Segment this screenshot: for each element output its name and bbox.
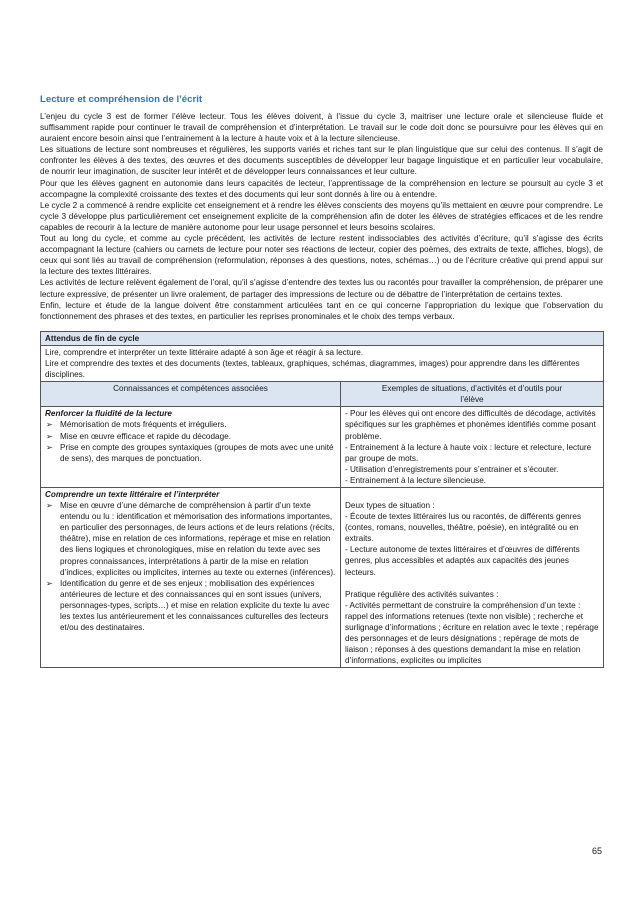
col2-header-line: Exemples de situations, d’activités et d’outils pour bbox=[381, 384, 563, 394]
example-line: - Entrainement à la lecture silencieuse. bbox=[345, 475, 487, 485]
paragraph: Le cycle 2 a commencé à rendre explicite cet enseignement et à rendre les élèves conscients des moyens qu’ils mettaient en œuvre pour comprendre. Le cycle 3 développe plus particulièrement cet enseignement explicite de la compréhension afin de doter les élèves de stratégies efficaces et de les rendre capables de recourir à la lecture de manière autonome pour leur usage personnel et leurs besoins scolaires. bbox=[40, 200, 603, 232]
row-subtitle: Renforcer la fluidité de la lecture bbox=[45, 409, 172, 419]
attendus-title: Attendus de fin de cycle bbox=[41, 331, 604, 345]
attendus-header-row bbox=[41, 331, 604, 345]
arrow-bullet-icon: ➢ bbox=[46, 442, 53, 452]
table-row bbox=[41, 407, 604, 488]
attendus-row bbox=[41, 345, 604, 381]
page-number: 65 bbox=[591, 846, 602, 856]
competence-list bbox=[45, 500, 336, 633]
row-subtitle: Comprendre un texte littéraire et l’interpréter bbox=[45, 490, 220, 499]
list-item: ➢ Identification du genre et de ses enjeux ; mobilisation des expériences antérieures de lecture et des connaissances qui en sont issues (univers, personnages-types, scripts…) et mise en relation explicite du texte lu avec les textes lus antérieurement et les connaissances culturelles des lecteurs et/ou des destinataires. bbox=[46, 578, 330, 633]
list-item: ➢ Mise en œuvre efficace et rapide du décodage. bbox=[46, 431, 231, 441]
examples-heading: Pratique régulière des activités suivantes : bbox=[345, 589, 499, 599]
arrow-bullet-icon: ➢ bbox=[46, 501, 53, 511]
paragraph: Les situations de lecture sont nombreuses et régulières, les supports variés et riches tant sur le plan linguistique que sur celui des contenus. Il s’agit de confronter les élèves à des textes, des œuvres et des documents susceptibles de développer leur bagage linguistique et en particulier leur vocabulaire, de nourrir leur imagination, de susciter leur intérêt et de développer leurs connaissances et leur culture. bbox=[40, 145, 603, 177]
competence-list bbox=[45, 419, 336, 463]
competences-table bbox=[40, 331, 604, 669]
example-line: - Lecture autonome de textes littéraires et d’œuvres de différents genres, plus accessibles et adaptés aux capacités des jeunes lecteurs. bbox=[345, 545, 580, 577]
example-line: - Activités permettant de construire la compréhension d’un texte : rappel des informations retenues (texte non visible) ; recherche et surlignage d’informations ; écriture en relation avec le texte ; repérage des personnages et de leurs désignations ; repérage de mots de liaison ; réponses à des questions demandant la mise en relation d’informations, explicites ou implicites bbox=[345, 600, 599, 666]
section-body bbox=[40, 111, 603, 322]
paragraph: L’enjeu du cycle 3 est de former l’élève lecteur. Tous les élèves doivent, à l’issue du cycle 3, maitriser une lecture orale et silencieuse fluide et suffisamment rapide pour continuer le travail de compréhension et d’interprétation. Le travail sur le code doit donc se poursuivre pour les élèves qui en auraient encore besoin ainsi que l’entrainement à la lecture à haute voix et à la lecture silencieuse. bbox=[40, 112, 603, 144]
col2-header-line: l’élève bbox=[460, 395, 484, 405]
col2-header bbox=[341, 382, 604, 407]
paragraph: Tout au long du cycle, et comme au cycle précédent, les activités de lecture restent indissociables des activités d’écriture, qu’il s’agisse des écrits accompagnant la lecture (cahiers ou carnets de lecture pour noter ses réactions de lecteur, copier des poèmes, des extraits de texte, affiches, blogs), de ceux qui sont liés au travail de compréhension (reformulation, réponses à des questions, notes, schémas…) ou de l’écriture créative qui prend appui sur la lecture des textes littéraires. bbox=[40, 234, 603, 277]
col1-header: Connaissances et compétences associées bbox=[41, 382, 341, 407]
page bbox=[40, 94, 603, 668]
arrow-bullet-icon: ➢ bbox=[46, 578, 53, 588]
competence-cell bbox=[41, 407, 341, 488]
section-title: Lecture et compréhension de l’écrit bbox=[40, 94, 203, 105]
paragraph: Les activités de lecture relèvent également de l’oral, qu’il s’agisse d’entendre des textes lus ou racontés pour travailler la compréhension, de préparer une lecture expressive, de présenter un livre oralement, de partager des impressions de lecture ou de débattre de l’interprétation de certains textes. bbox=[40, 278, 603, 299]
arrow-bullet-icon: ➢ bbox=[46, 431, 53, 441]
example-line: - Utilisation d’enregistrements pour s’entrainer et s’écouter. bbox=[345, 464, 559, 474]
list-item: ➢ Prise en compte des groupes syntaxiques (groupes de mots avec une unité de sens), des marques de ponctuation. bbox=[46, 442, 334, 463]
example-line: - Pour les élèves qui ont encore des difficultés de décodage, activités spécifiques sur les graphèmes et phonèmes identifiés comme posant problème. bbox=[345, 409, 596, 441]
column-header-row bbox=[41, 382, 604, 407]
paragraph: Enfin, lecture et étude de la langue doivent être constamment articulées tant en ce qui concerne l’appropriation du lexique que l’observation du fonctionnement des phrases et des textes, en particulier les reprises pronominales et le choix des temps verbaux. bbox=[40, 300, 603, 321]
competence-cell bbox=[41, 488, 341, 668]
attendus-line: Lire et comprendre des textes et des documents (textes, tableaux, graphiques, schémas, diagrammes, images) pour apprendre dans les différentes disciplines. bbox=[45, 358, 580, 380]
examples-heading: Deux types de situation : bbox=[345, 501, 435, 510]
example-line: - Entrainement à la lecture à haute voix : lecture et relecture, lecture par groupe de mots. bbox=[345, 442, 592, 463]
example-line: - Écoute de textes littéraires lus ou racontés, de différents genres (contes, romans, nouvelles, théâtre, poésie), en intégralité ou en extraits. bbox=[345, 512, 582, 544]
attendus-line: Lire, comprendre et interpréter un texte littéraire adapté à son âge et réagir à sa lecture. bbox=[45, 347, 364, 357]
examples-cell bbox=[341, 488, 604, 668]
examples-cell bbox=[341, 407, 604, 488]
attendus-cell bbox=[41, 345, 604, 381]
arrow-bullet-icon: ➢ bbox=[46, 420, 53, 430]
list-item: ➢ Mise en œuvre d’une démarche de compréhension à partir d’un texte entendu ou lu : identification et mémorisation des informations importantes, en particulier des personnages, de leurs actions et de leurs relations (récits, théâtre), mise en relation de ces informations, repérage et mise en relation des liens logiques et chronologiques, mise en relation du texte avec ses propres connaissances, interprétations à partir de la mise en relation d’indices, explicites ou implicites, internes au texte ou externes (inférences). bbox=[46, 501, 336, 577]
paragraph: Pour que les élèves gagnent en autonomie dans leurs capacités de lecteur, l’apprentissage de la compréhension en lecture se poursuit au cycle 3 et accompagne la complexité croissante des textes et des documents qui leur sont donnés à lire ou à entendre. bbox=[40, 178, 603, 199]
table-row bbox=[41, 488, 604, 668]
list-item: ➢ Mémorisation de mots fréquents et irréguliers. bbox=[46, 420, 227, 430]
